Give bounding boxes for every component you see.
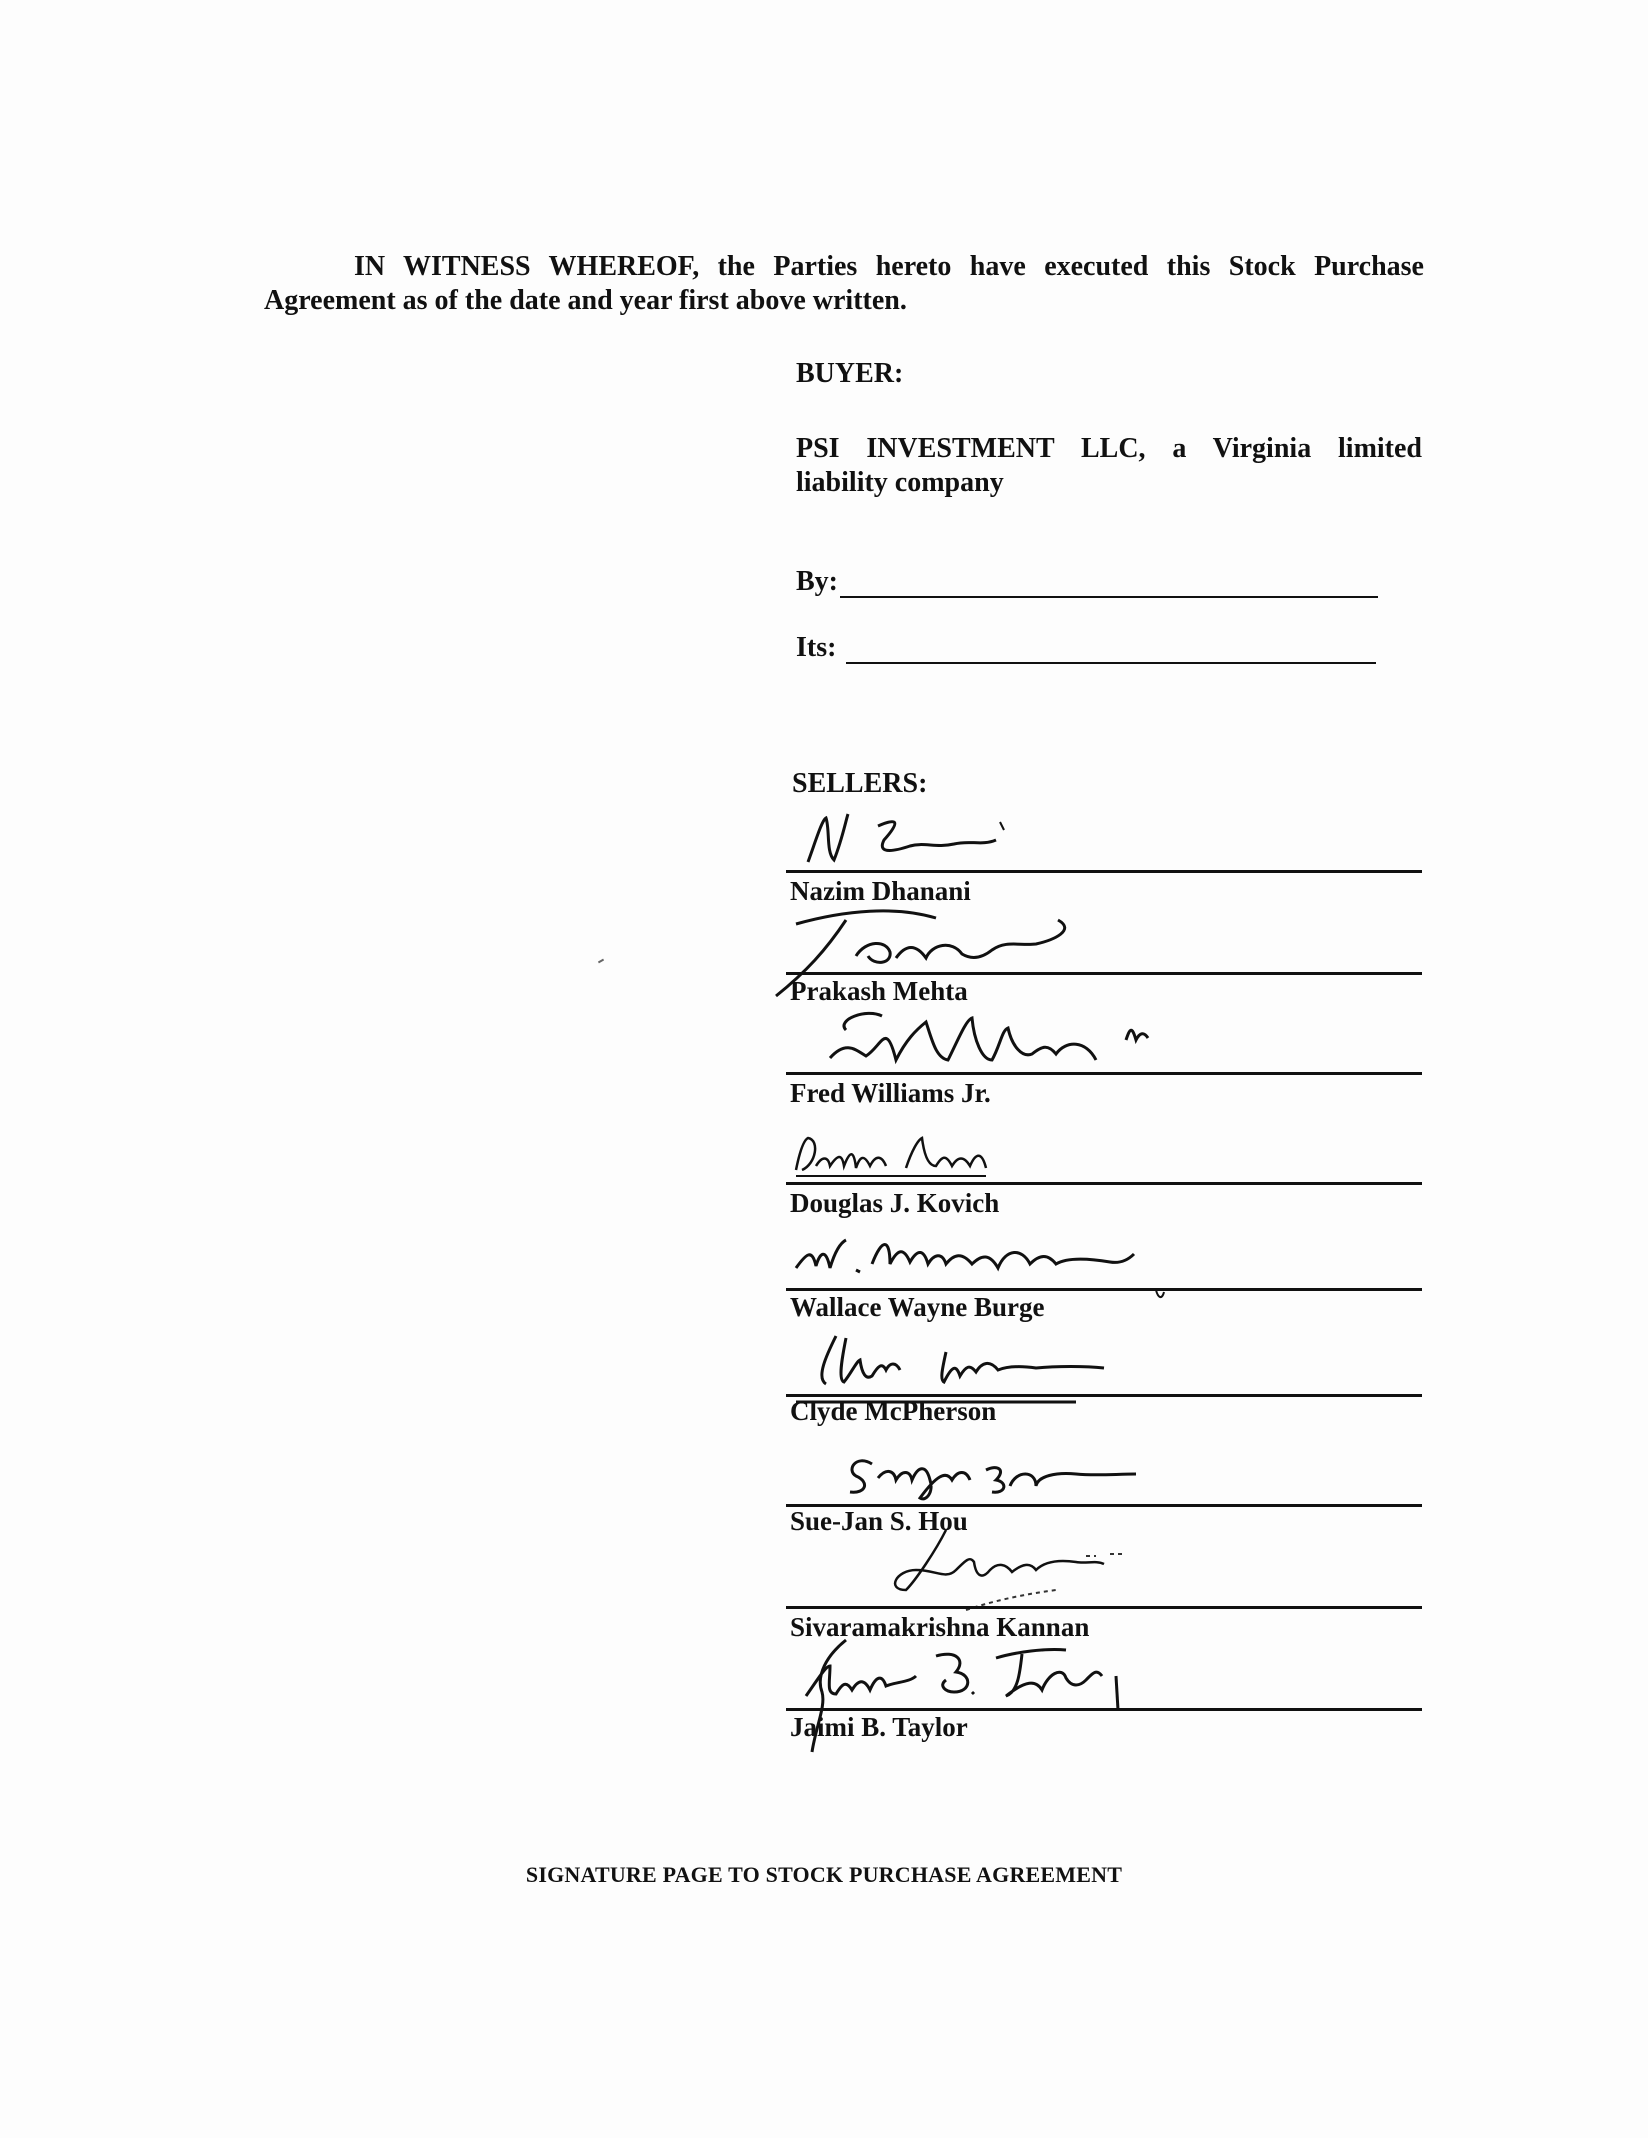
seller-signature-block	[786, 1000, 1426, 1108]
seller-name: Nazim Dhanani	[790, 876, 971, 906]
buyer-by-line	[796, 566, 838, 598]
seller-name: Fred Williams Jr.	[790, 1078, 991, 1108]
seller-signature-block	[786, 1430, 1426, 1536]
signature-rule	[786, 1606, 1422, 1609]
seller-name: Sivaramakrishna Kannan	[790, 1612, 1090, 1642]
its-title-rule	[846, 662, 1376, 664]
seller-signature-block	[786, 900, 1426, 1006]
buyer-name-line2: liability company	[796, 467, 1004, 498]
seller-signature-block	[786, 1530, 1426, 1642]
page-footer: SIGNATURE PAGE TO STOCK PURCHASE AGREEMENT	[525, 1862, 1123, 1887]
by-label: By:	[796, 566, 838, 597]
buyer-name	[796, 432, 1422, 500]
buyer-its-line	[796, 632, 836, 664]
seller-signature-block	[786, 1110, 1426, 1218]
scan-speck	[598, 959, 604, 964]
seller-signature-block	[786, 1636, 1426, 1742]
signature-rule	[786, 1288, 1422, 1291]
seller-signature-block	[786, 1218, 1426, 1322]
sellers-label: SELLERS:	[792, 768, 928, 799]
signature-rule	[786, 972, 1422, 975]
seller-name: Jaimi B. Taylor	[790, 1712, 968, 1742]
seller-name: Clyde McPherson	[790, 1396, 997, 1426]
signature-rule	[786, 1182, 1422, 1185]
seller-signature-block	[786, 1322, 1426, 1426]
its-label: Its:	[796, 632, 837, 663]
signature-rule	[786, 1072, 1422, 1075]
seller-name: Wallace Wayne Burge	[790, 1292, 1045, 1322]
seller-name: Sue-Jan S. Hou	[790, 1506, 968, 1536]
signature-rule	[786, 1708, 1422, 1711]
seller-name: Douglas J. Kovich	[790, 1188, 1000, 1218]
signature-rule	[786, 870, 1422, 873]
by-signature-rule	[840, 596, 1378, 598]
buyer-label: BUYER:	[796, 358, 904, 389]
buyer-name-line1: PSI INVESTMENT LLC, a Virginia limited	[796, 433, 1422, 464]
witness-paragraph: IN WITNESS WHEREOF, the Parties hereto have executed this Stock Purchase Agreement as of the date and year first above written.	[264, 251, 1424, 316]
seller-name: Prakash Mehta	[790, 976, 968, 1006]
seller-signature-block	[786, 800, 1426, 906]
